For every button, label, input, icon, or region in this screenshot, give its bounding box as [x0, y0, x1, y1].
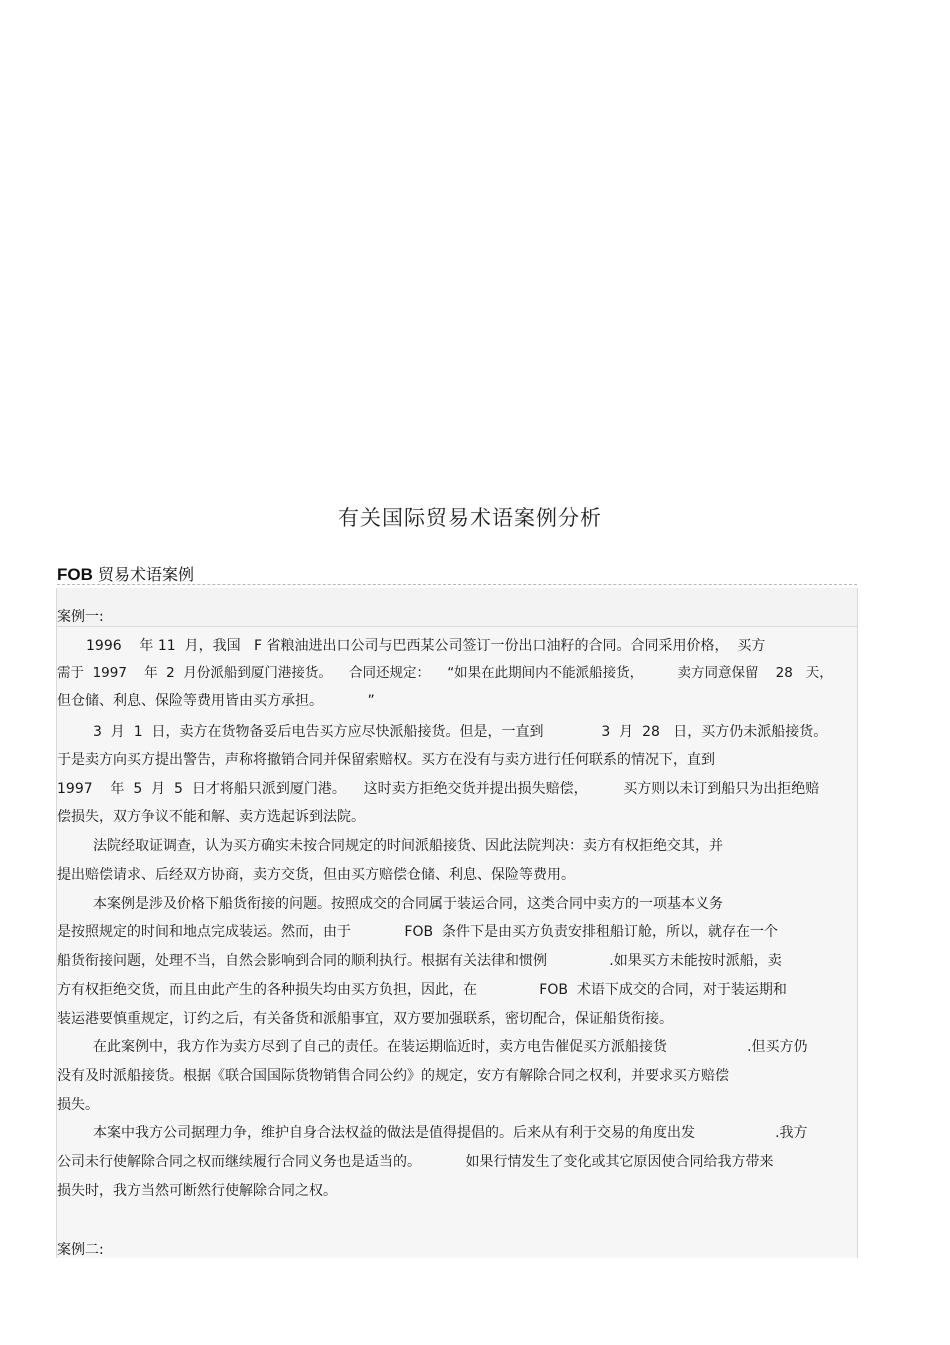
heading-divider — [57, 584, 857, 585]
case1-label: 案例一: — [57, 609, 104, 625]
paragraph-line: 法院经取证调查，认为买方确实未按合同规定的时间派船接货、因此法院判决：卖方有权拒绝交其，并 — [93, 838, 723, 854]
paragraph-line: 公司未行使解除合同之权而继续履行合同义务也是适当的。 如果行情发生了变化或其它原因使合同给我方带来 — [57, 1154, 774, 1170]
paragraph-line: 是按照规定的时间和地点完成装运。然而，由于 FOB 条件下是由买方负责安排租船订舱，所以，就存在一个 — [57, 924, 778, 940]
document-title: 有关国际贸易术语案例分析 — [338, 506, 602, 530]
paragraph-line: 于是卖方向买方提出警告，声称将撤销合同并保留索赔权。买方在没有与卖方进行任何联系的情况下，直到 — [57, 752, 715, 768]
paragraph-line: 本案例是涉及价格下船货衔接的问题。按照成交的合同属于装运合同，这类合同中卖方的一项基本义务 — [93, 896, 723, 912]
paragraph-line: 在此案例中，我方作为卖方尽到了自己的责任。在装运期临近时，卖方电告催促买方派船接货 .但买方仍 — [93, 1039, 808, 1055]
paragraph-line: 损失时，我方当然可断然行使解除合同之权。 — [57, 1183, 337, 1199]
paragraph-line: 但仓储、利息、保险等费用皆由买方承担。 ” — [57, 693, 375, 709]
section-heading-latin: FOB — [57, 565, 93, 584]
paragraph-line: 需于 1997 年 2 月份派船到厦门港接货。 合同还规定： “如果在此期间内不能派船接货， 卖方同意保留 28 天， — [57, 665, 833, 681]
section-heading-text: 贸易术语案例 — [92, 565, 194, 584]
section-heading — [57, 562, 194, 585]
paragraph-line: 方有权拒绝交货，而且由此产生的各种损失均由买方负担，因此，在 FOB 术语下成交的合同，对于装运期和 — [57, 982, 787, 998]
paragraph-line: 3 月 1 日，卖方在货物备妥后电告买方应尽快派船接货。但是，一直到 3 月 28 日，买方仍未派船接货。 — [93, 724, 828, 740]
paragraph-line: 损失。 — [57, 1097, 99, 1113]
paragraph-line: 1997 年 5 月 5 日才将船只派到厦门港。 这时卖方拒绝交货并提出损失赔偿， 买方则以未订到船只为出拒绝赔 — [57, 781, 820, 797]
paragraph-line: 装运港要慎重规定，订约之后，有关备货和派船事宜，双方要加强联系，密切配合，保证船货衔接。 — [57, 1011, 673, 1027]
paragraph-line: 1996 年 11 月，我国 F 省粮油进出口公司与巴西某公司签订一份出口油籽的合同。合同采用价格， 买方 — [86, 638, 766, 654]
paragraph-line: 本案中我方公司据理力争，维护自身合法权益的做法是值得提倡的。后来从有利于交易的角度出发 .我方 — [93, 1125, 808, 1141]
case-box-header — [57, 588, 857, 627]
paragraph-line: 没有及时派船接货。根据《联合国国际货物销售合同公约》的规定，安方有解除合同之权利，并要求买方赔偿 — [57, 1068, 729, 1084]
paragraph-line: 船货衔接问题，处理不当，自然会影响到合同的顺利执行。根据有关法律和惯例 .如果买方未能按时派船，卖 — [57, 953, 782, 969]
paragraph-line: 提出赔偿请求、后经双方协商，卖方交货，但由买方赔偿仓储、利息、保险等费用。 — [57, 867, 575, 883]
paragraph-line: 偿损失，双方争议不能和解、卖方选起诉到法院。 — [57, 809, 365, 825]
case2-label: 案例二: — [57, 1242, 104, 1258]
